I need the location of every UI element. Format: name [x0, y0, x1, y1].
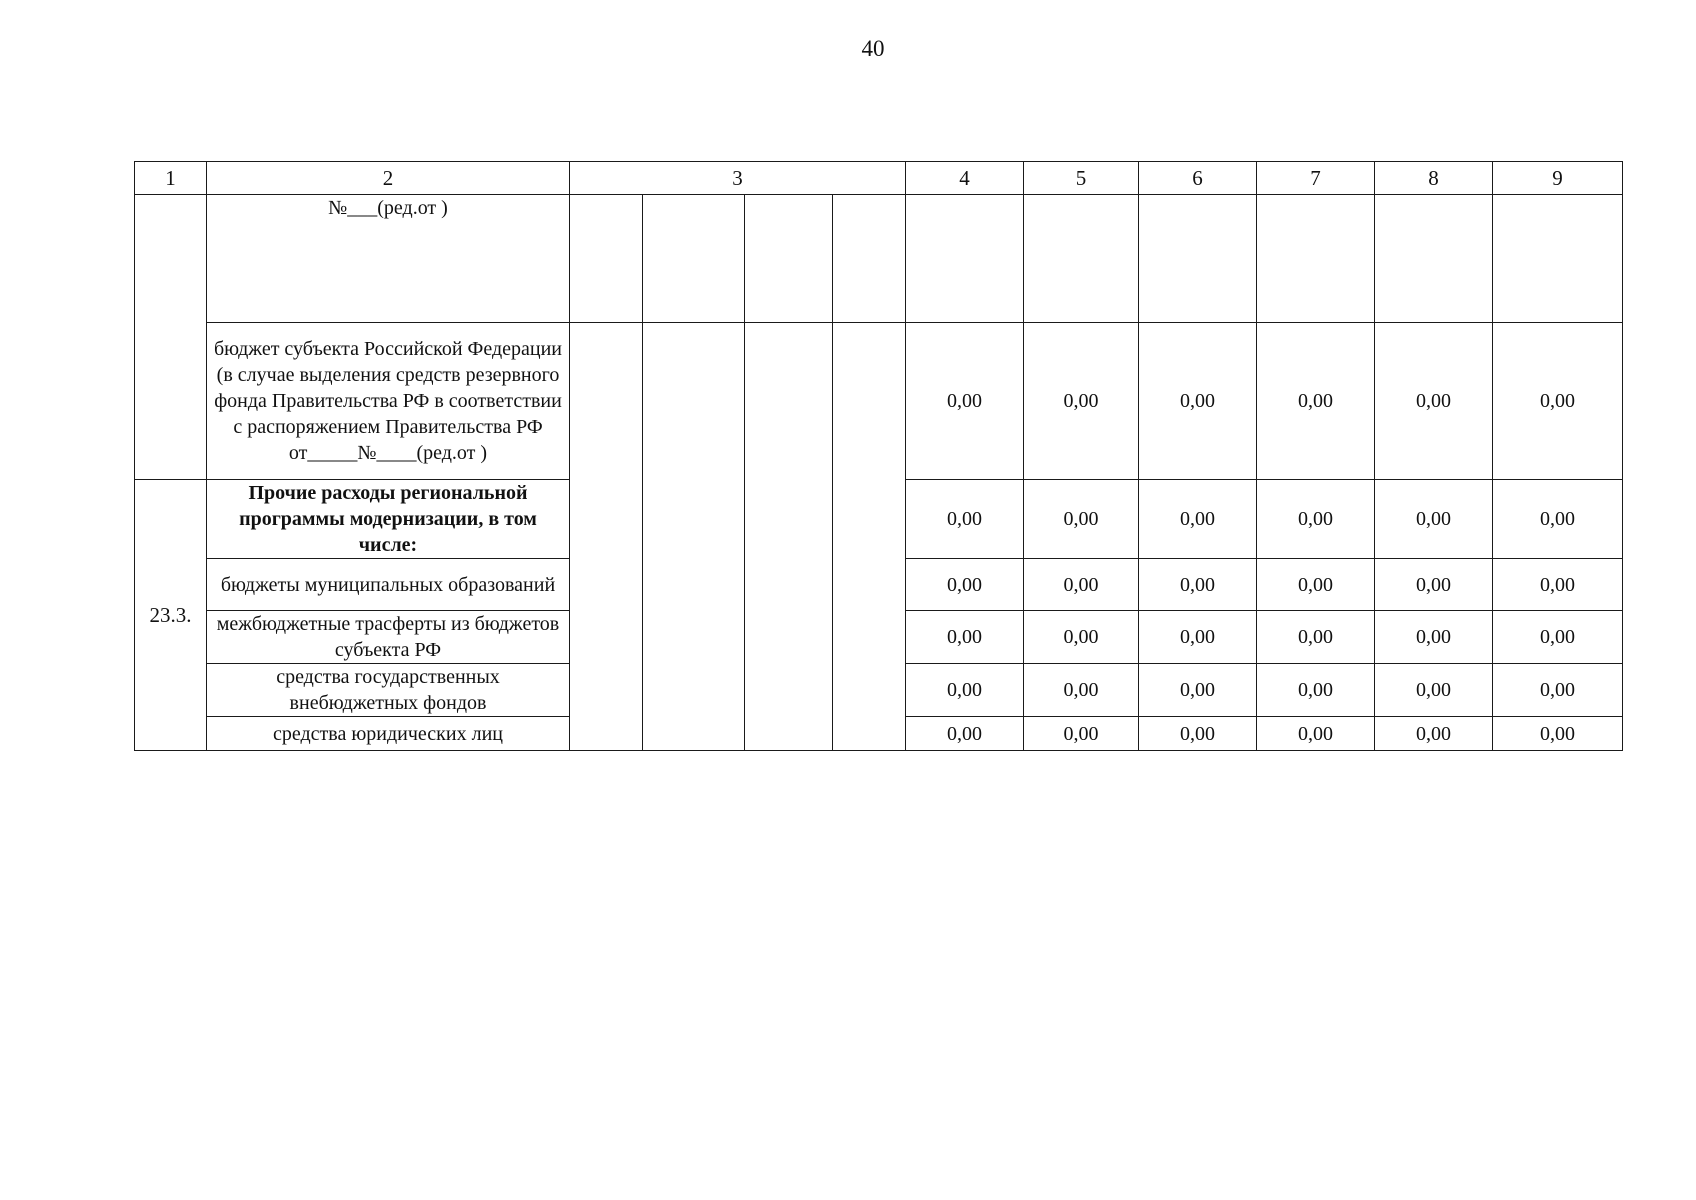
- column-header: 4: [906, 162, 1024, 195]
- value-cell: 0,00: [906, 480, 1024, 559]
- value-cell: 0,00: [1257, 664, 1375, 717]
- value-cell: 0,00: [1375, 559, 1493, 611]
- row-label: бюджет субъекта Российской Федерации (в случае выделения средств резервного фонда Правительства РФ в соответствии с распоряжением Правительства РФ от_____№____(ред.от ): [207, 323, 570, 480]
- value-cell: 0,00: [1375, 323, 1493, 480]
- value-cell: 0,00: [1139, 717, 1257, 751]
- value-cell: 0,00: [1493, 717, 1623, 751]
- value-cell: 0,00: [1139, 480, 1257, 559]
- value-cell: 0,00: [1257, 559, 1375, 611]
- column-3-subcell: [833, 323, 906, 751]
- value-cell: 0,00: [1139, 664, 1257, 717]
- row-label: средства юридических лиц: [207, 717, 570, 751]
- value-cell: 0,00: [1024, 664, 1139, 717]
- value-cell: 0,00: [1257, 611, 1375, 664]
- value-cell: 0,00: [1139, 559, 1257, 611]
- value-cell: 0,00: [1257, 480, 1375, 559]
- row-label: межбюджетные трасферты из бюджетов субъекта РФ: [207, 611, 570, 664]
- table-row: [135, 323, 1623, 480]
- value-cell: 0,00: [1375, 480, 1493, 559]
- row-label: Прочие расходы региональной программы модернизации, в том числе:: [207, 480, 570, 559]
- value-cell: [1139, 195, 1257, 323]
- value-cell: 0,00: [1024, 480, 1139, 559]
- column-3-subcell: [745, 323, 833, 751]
- value-cell: 0,00: [1024, 323, 1139, 480]
- value-cell: 0,00: [1375, 664, 1493, 717]
- column-header: 2: [207, 162, 570, 195]
- value-cell: 0,00: [1493, 559, 1623, 611]
- row-label: №___(ред.от ): [207, 195, 570, 323]
- column-header: 1: [135, 162, 207, 195]
- value-cell: 0,00: [906, 611, 1024, 664]
- column-header: 7: [1257, 162, 1375, 195]
- value-cell: [1024, 195, 1139, 323]
- column-3-subcell: [643, 195, 745, 323]
- value-cell: 0,00: [1257, 717, 1375, 751]
- column-header: 8: [1375, 162, 1493, 195]
- value-cell: 0,00: [906, 323, 1024, 480]
- row-label: бюджеты муниципальных образований: [207, 559, 570, 611]
- column-3-subcell: [570, 323, 643, 751]
- value-cell: 0,00: [1139, 611, 1257, 664]
- value-cell: 0,00: [906, 717, 1024, 751]
- row-label: средства государственных внебюджетных фондов: [207, 664, 570, 717]
- column-3-subcell: [833, 195, 906, 323]
- value-cell: 0,00: [1493, 611, 1623, 664]
- value-cell: 0,00: [1024, 717, 1139, 751]
- value-cell: 0,00: [1257, 323, 1375, 480]
- value-cell: 0,00: [1024, 611, 1139, 664]
- column-3-subcell: [745, 195, 833, 323]
- table-row: [135, 195, 1623, 323]
- column-header: 5: [1024, 162, 1139, 195]
- row-number-cell: 23.3.: [135, 480, 207, 751]
- value-cell: [1257, 195, 1375, 323]
- value-cell: [906, 195, 1024, 323]
- value-cell: 0,00: [1493, 664, 1623, 717]
- value-cell: 0,00: [1493, 323, 1623, 480]
- value-cell: 0,00: [906, 664, 1024, 717]
- column-header: 3: [570, 162, 906, 195]
- value-cell: [1493, 195, 1623, 323]
- value-cell: 0,00: [906, 559, 1024, 611]
- table-header-row: [135, 162, 1623, 195]
- page-number: 40: [861, 36, 885, 61]
- value-cell: 0,00: [1493, 480, 1623, 559]
- column-3-subcell: [570, 195, 643, 323]
- budget-table: [134, 161, 1623, 751]
- value-cell: 0,00: [1375, 717, 1493, 751]
- value-cell: 0,00: [1375, 611, 1493, 664]
- row-number-cell: [135, 195, 207, 480]
- value-cell: 0,00: [1024, 559, 1139, 611]
- column-header: 9: [1493, 162, 1623, 195]
- column-3-subcell: [643, 323, 745, 751]
- column-header: 6: [1139, 162, 1257, 195]
- value-cell: [1375, 195, 1493, 323]
- value-cell: 0,00: [1139, 323, 1257, 480]
